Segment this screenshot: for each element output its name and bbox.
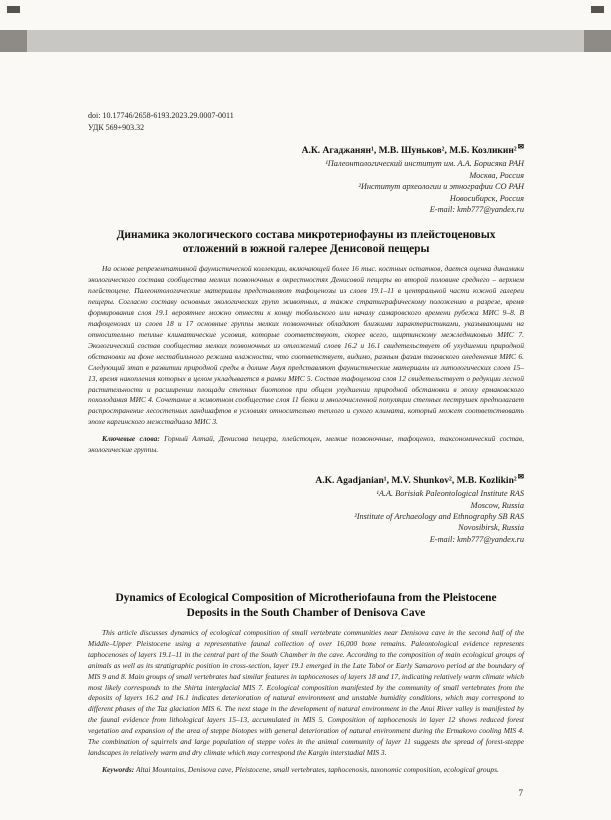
keywords-label-russian: Ключевые слова:	[102, 434, 160, 444]
abstract-english: This article discusses dynamics of ecological composition of small vertebrate communities near Denisova cave in the second half of the Middle–Upper Pleistocene using a representative faunal collection of over 16,000 bone remains. Paleontological evidence represents taphocenoses of layers 19.1–11 in the central part of the South Chamber in the cave. According to the composition of main ecological groups of animals as well as its stratigraphic position in cross-section, layer 19.1 emerged in the Late Tobol or Early Samarovo period at the boundary of MIS 9 and 8. Main groups of small vertebrates had similar features in taphocenoses of layers 18 and 17, indicating relatively warm climate which most likely corresponds to the Shirta interglacial MIS 7. Ecological composition manifested by the community of small vertebrates from the deposits of layers 16.2 and 16.1 indicates deterioration of natural environment and unstable humidity conditions, which may correspond to different phases of the Taz glaciation MIS 6. The next stage in the development of natural environment in the Anui River valley is manifested by the faunal evidence from lithological layers 15–13, accumulated in MIS 5. Composition of taphocenosis in layer 12 shows reduced forest vegetation and expansion of the area of steppe biotopes with general deterioration of natural environment during the Ermakovo cooling MIS 4. The combination of squirrels and large population of steppe voles in the animal community of layer 11 suggests the spread of forest-steppe landscapes in relatively warm and dry climate which may correspond the Kargin interstadial MIS 3.	[88, 627, 524, 758]
doi-line: doi: 10.17746/2658-6193.2023.29.0007-0011	[88, 111, 234, 120]
authors-russian	[88, 142, 524, 156]
keywords-english	[88, 765, 524, 776]
keywords-label-english: Keywords:	[102, 765, 135, 775]
abstract-russian: На основе репрезентативной фаунистической коллекции, включающей более 16 тыс. костных остатков, дается оценка динамики экологического состава сообщества мелких позвоночных в окрестностях Денисовой пещеры во второй половине среднего – верхнем плейстоцене. Палеонтологические материалы представляют тафоценозы из слоев 19.1–11 в центральной части южной галереи пещеры. Согласно составу основных экологических групп животных, а также стратиграфическому положению в разрезе, время формирования слоя 19.1 вероятнее можно отнести к концу тобольского или началу самаровского времени рубежа МИС 9–8. В тафоценозах из слоев 18 и 17 основные группы мелких позвоночных обладают близкими характеристиками, указывающими на относительно теплые климатические условия, которые соответствуют, скорее всего, ширтинскому межледниковью МИС 7. Экологический состав сообщества мелких позвоночных из отложений слоев 16.2 и 16.1 свидетельствует об ухудшении природной обстановки на фоне нестабильного режима влажности, что соответствует, видимо, разным фазам тазовского оледенения МИС 6. Следующий этап в развитии природной среды в долине Ануя представляют фаунистические материалы из литологических слоев 15–13, время накопления которых в целом укладывается в рамки МИС 5. Состав тафоценоза слоя 12 свидетельствует о редукции лесной растительности и расширении площади степных биотопов при общем ухудшении природной обстановки в эпоху ермаковского похолодания МИС 4. Сочетание в животном сообществе слоя 11 белки и многочисленной популяции степных пеструшек предполагает распространение лесостепных ландшафтов в условиях относительно теплого и сухого климата, который может соответствовать эпохе каргинского межстадиала МИС 3.	[88, 264, 524, 427]
authors-russian-text: А.К. Агаджанян¹, М.В. Шуньков², М.Б. Козликин²	[301, 146, 517, 157]
affiliation-line: Moscow, Russia	[470, 500, 524, 510]
email-envelope-icon: ✉	[517, 142, 524, 152]
keywords-russian	[88, 434, 524, 456]
affiliation-line: ¹Палеонтологический институт им. А.А. Борисяка РАН	[325, 159, 524, 169]
email-line-russian: E-mail: kmb777@yandex.ru	[429, 205, 524, 215]
affiliation-line: Москва, Россия	[469, 170, 524, 180]
scan-corner-mark-left	[7, 6, 20, 13]
article-content	[88, 110, 524, 776]
authors-english-text: A.K. Agadjanian¹, M.V. Shunkov², M.B. Kozlikin²	[315, 476, 517, 487]
affiliation-line: ²Institute of Archaeology and Ethnography SB RAS	[354, 511, 524, 521]
affiliations-russian	[88, 158, 524, 215]
udc-line: УДК 569+903.32	[88, 122, 145, 132]
header-band-end-left	[0, 30, 27, 52]
header-band	[0, 30, 611, 52]
affiliation-line: ²Институт археологии и этнографии СО РАН	[358, 182, 524, 192]
affiliations-english	[88, 488, 524, 545]
title-english: Dynamics of Ecological Composition of Microtheriofauna from the Pleistocene Deposits in the South Chamber of Denisova Cave	[115, 592, 497, 619]
header-band-end-right	[584, 30, 611, 52]
authors-english	[88, 472, 524, 486]
keywords-text-english: Altai Mountains, Denisova cave, Pleistocene, small vertebrates, taphocenosis, taxonomic composition, ecological groups.	[135, 765, 499, 775]
affiliation-line: ¹A.A. Borisiak Paleontological Institute RAS	[376, 489, 524, 499]
affiliation-line: Новосибирск, Россия	[449, 193, 524, 203]
keywords-text-russian: Горный Алтай, Денисова пещера, плейстоцен, мелкие позвоночные, тафоценоз, таксономический состав, экологические группы.	[88, 434, 524, 455]
article-meta	[88, 110, 524, 133]
affiliation-line: Novosibirsk, Russia	[458, 523, 524, 533]
scan-corner-mark-right	[591, 6, 604, 13]
title-russian: Динамика экологического состава микротериофауны из плейстоценовых отложений в южной галерее Денисовой пещеры	[116, 228, 496, 255]
page-number: 7	[518, 788, 523, 798]
email-line-english: E-mail: kmb777@yandex.ru	[429, 534, 524, 544]
email-envelope-icon: ✉	[517, 471, 524, 481]
